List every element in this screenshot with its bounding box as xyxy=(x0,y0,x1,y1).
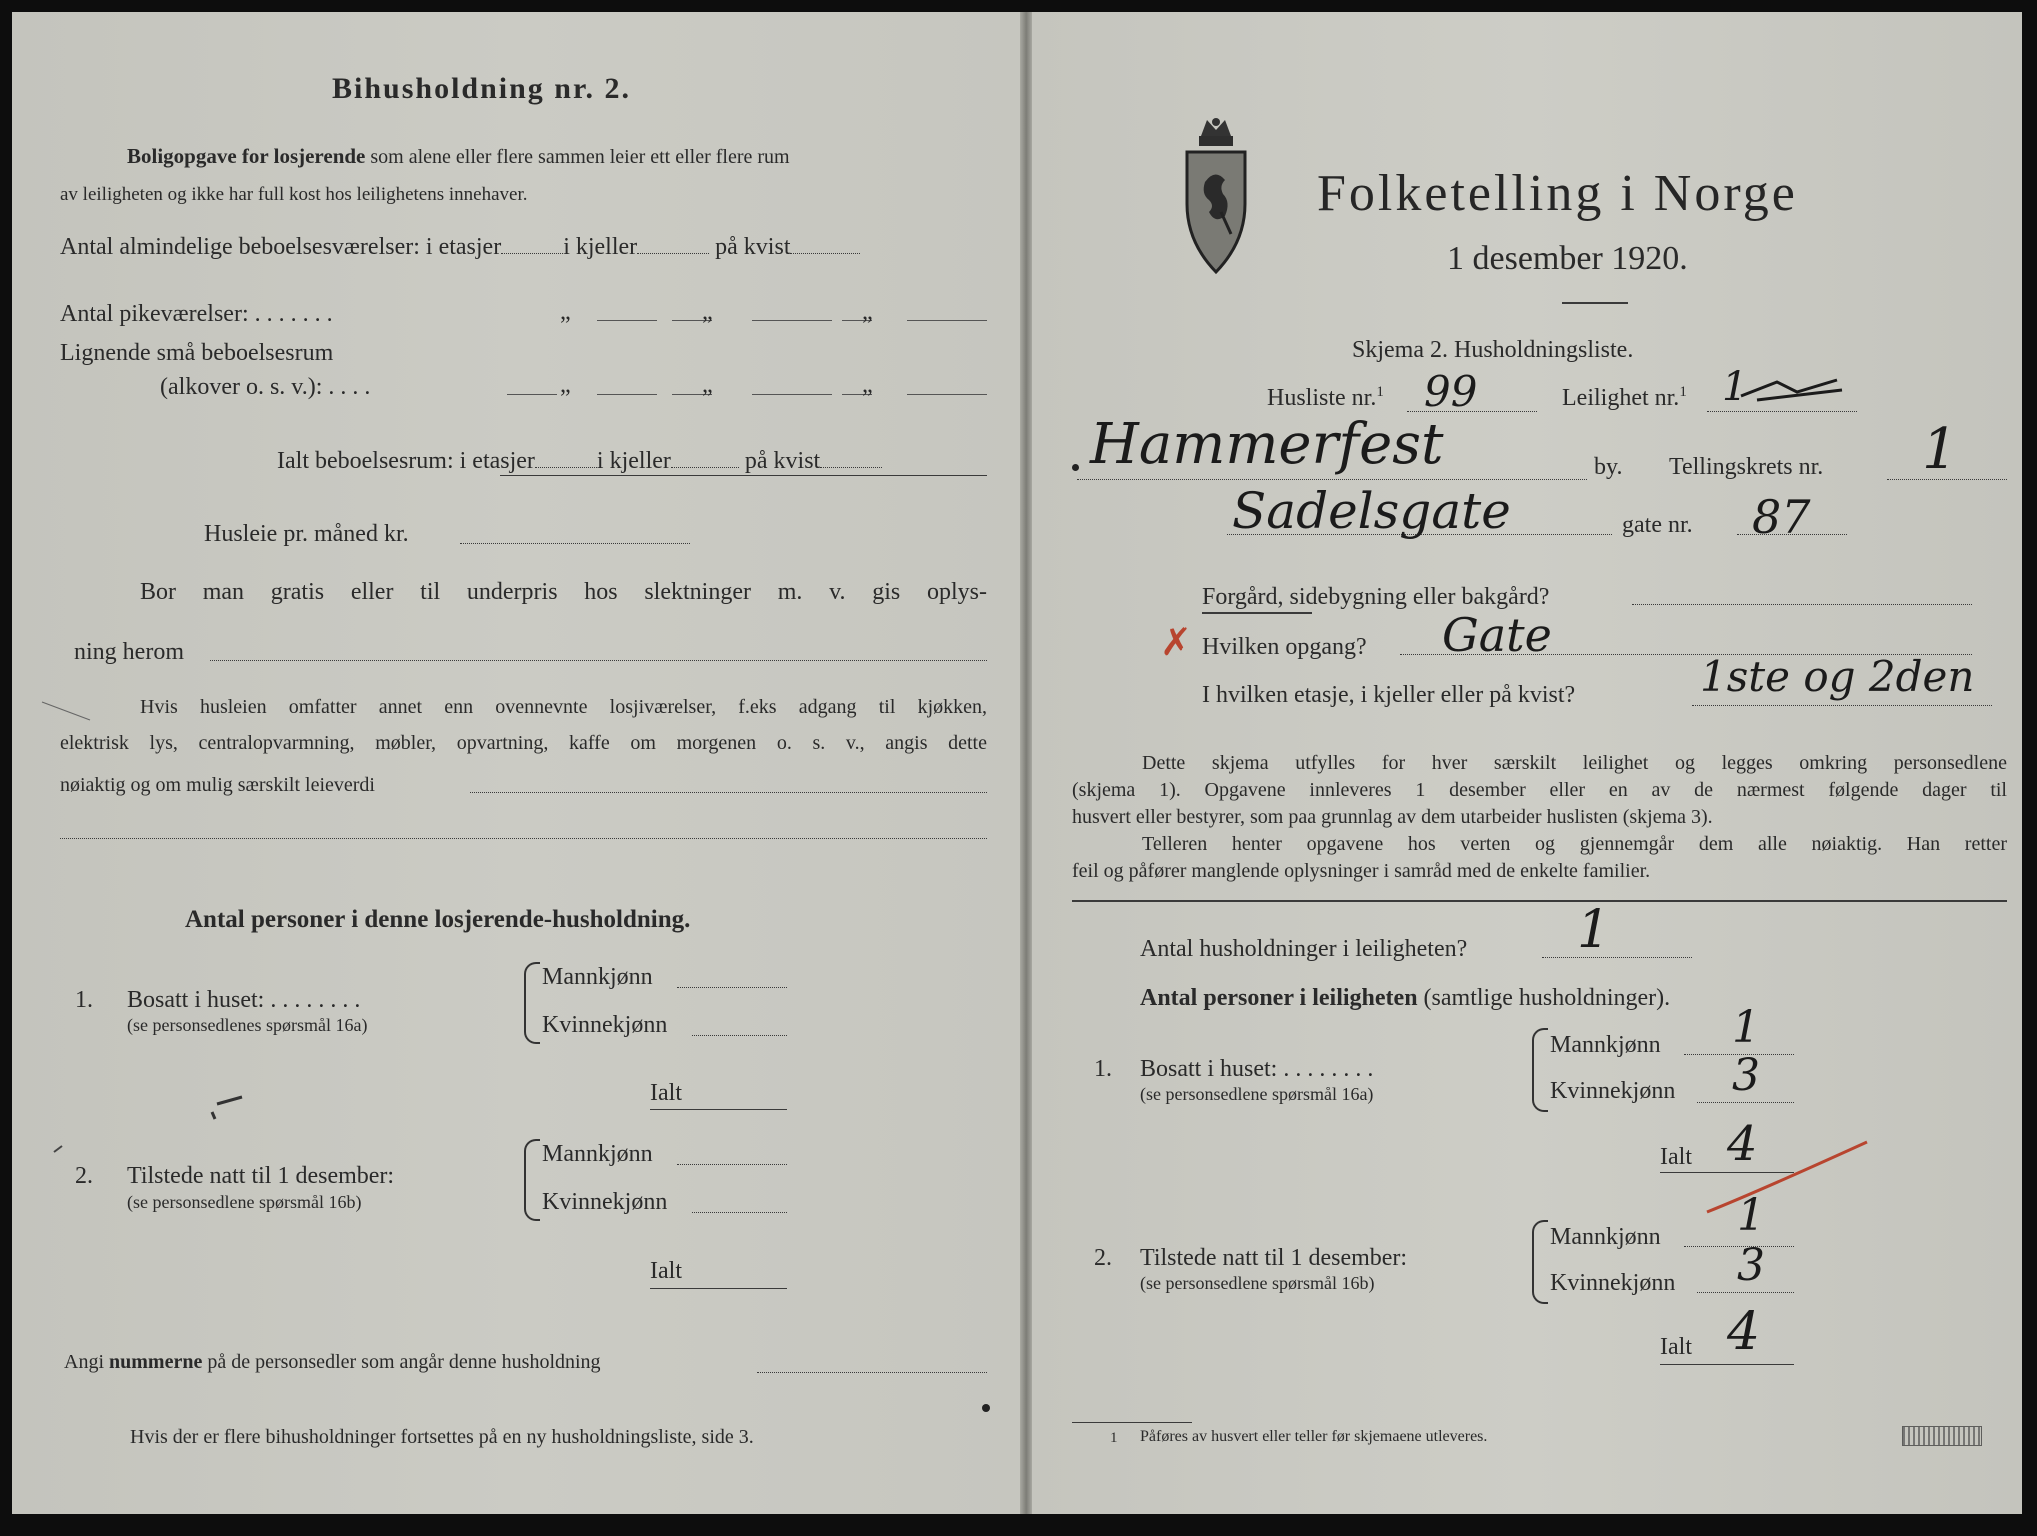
r-q1-label: Bosatt i huset: . . . . . . . . xyxy=(1140,1056,1374,1082)
leilighet-strike xyxy=(1737,374,1847,404)
street-value[interactable]: Sadelsgate xyxy=(1232,482,1511,540)
opgang-label: Hvilken opgang? xyxy=(1202,634,1367,660)
gratis-text-2: ning herom xyxy=(74,639,184,665)
small-ditto-2: „ xyxy=(702,372,713,398)
incl-text-3: nøiaktig og om mulig særskilt leieverdi xyxy=(60,774,375,796)
r-q1-sub: (se personsedlene spørsmål 16a) xyxy=(1140,1084,1374,1104)
r-q1-num: 1. xyxy=(1094,1056,1112,1082)
etasje-value[interactable]: 1ste og 2den xyxy=(1700,652,1975,701)
intro-text-line2: av leiligheten og ikke har full kost hos leilighetens innehaver. xyxy=(60,184,528,205)
leilighet-value[interactable]: 1 xyxy=(1722,364,1748,410)
footnote: Påføres av husvert eller teller før skjemaene utleveres. xyxy=(1140,1428,1488,1445)
instructions-3: husvert eller bestyrer, som paa grunnlag av dem utarbeider huslisten (skjema 3). xyxy=(1072,806,1713,828)
angi-text: Angi nummerne på de personsedler som angår denne husholdning xyxy=(64,1351,601,1373)
footnote-num: 1 xyxy=(1110,1430,1118,1446)
l-q2-mann: Mannkjønn xyxy=(542,1141,653,1167)
r-q2-mann-value[interactable]: 1 xyxy=(1737,1190,1765,1241)
l-q1-num: 1. xyxy=(75,987,93,1013)
pencil-marks xyxy=(12,12,1027,1514)
incl-text-2: elektrisk lys, centralopvarmning, møbler, opvartning, kaffe om morgenen o. s. v., angis dette xyxy=(60,732,987,754)
census-date: 1 desember 1920. xyxy=(1447,240,1688,277)
r-q2-label: Tilstede natt til 1 desember: xyxy=(1140,1245,1408,1271)
persons-heading: Antal personer i denne losjerende-husholdning. xyxy=(185,906,691,933)
instructions-4: Telleren henter opgavene hos verten og gjennemgår dem alle nøiaktig. Han retter xyxy=(1142,833,2007,855)
l-q1-kvinne: Kvinnekjønn xyxy=(542,1012,668,1038)
l-q2-sub: (se personsedlene spørsmål 16b) xyxy=(127,1192,362,1212)
x-mark: ✗ xyxy=(1160,620,1192,664)
ialt-rooms-row: Ialt beboelsesrum: i etasjer i kjeller på kvist xyxy=(277,448,882,475)
r-q1-ialt: Ialt xyxy=(1660,1144,1692,1170)
left-page xyxy=(12,12,1027,1514)
r-q2-kvinne-value[interactable]: 3 xyxy=(1737,1240,1765,1291)
intro-text: Boligopgave for losjerende som alene eller flere sammen leier ett eller flere rum xyxy=(127,144,790,168)
l-q1-mann: Mannkjønn xyxy=(542,964,653,990)
r-q2-num: 2. xyxy=(1094,1245,1112,1271)
rent-label: Husleie pr. måned kr. xyxy=(204,521,409,547)
l-q2-label: Tilstede natt til 1 desember: xyxy=(127,1163,395,1189)
small-rooms-label2: (alkover o. s. v.): . . . . xyxy=(160,374,371,400)
l-q1-ialt: Ialt xyxy=(650,1080,682,1106)
gate-label: gate nr. xyxy=(1622,512,1693,538)
forgaard-label: Forgård, sidebygning eller bakgård? xyxy=(1202,584,1550,610)
r-q2-kvinne: Kvinnekjønn xyxy=(1550,1270,1676,1296)
pike-ditto-2: „ xyxy=(702,299,713,325)
instructions: Dette skjema utfylles for hver særskilt leilighet og legges omkring personsedlene xyxy=(1142,752,2007,774)
red-pencil-check xyxy=(1697,1132,1877,1222)
small-ditto-3: „ xyxy=(862,372,873,398)
l-q1-sub: (se personsedlenes spørsmål 16a) xyxy=(127,1015,368,1035)
r-q2-sub: (se personsedlene spørsmål 16b) xyxy=(1140,1273,1375,1293)
hush-label: Antal husholdninger i leiligheten? xyxy=(1140,936,1468,962)
gratis-text: Bor man gratis eller til underpris hos slektninger m. v. gis oplys- xyxy=(140,579,987,605)
r-q1-kvinne-value[interactable]: 3 xyxy=(1732,1050,1760,1101)
rooms-row: Antal almindelige beboelsesværelser: i etasjer i kjeller på kvist xyxy=(60,234,860,261)
r-q2-ialt-value[interactable]: 4 xyxy=(1727,1302,1761,1362)
left-title: Bihusholdning nr. 2. xyxy=(332,72,632,105)
instructions-2: (skjema 1). Opgavene innleveres 1 desember eller en av de nærmest følgende dager til xyxy=(1072,779,2007,801)
right-page xyxy=(1032,12,2022,1514)
l-q2-num: 2. xyxy=(75,1163,93,1189)
etasje-label: I hvilken etasje, i kjeller eller på kvist? xyxy=(1202,682,1576,708)
husliste-value[interactable]: 99 xyxy=(1424,367,1478,416)
r-q2-ialt: Ialt xyxy=(1660,1334,1692,1360)
l-q2-kvinne: Kvinnekjønn xyxy=(542,1189,668,1215)
leilighet-label: Leilighet nr.$^1$ xyxy=(1562,384,1687,411)
r-q1-mann-value[interactable]: 1 xyxy=(1732,1002,1760,1053)
schema-label: Skjema 2. Husholdningsliste. xyxy=(1352,337,1634,363)
pike-label: Antal pikeværelser: . . . . . . . xyxy=(60,301,333,327)
l-q1-label: Bosatt i huset: . . . . . . . . xyxy=(127,987,361,1013)
r-q1-ialt-value[interactable]: 4 xyxy=(1727,1116,1758,1172)
opgang-value[interactable]: Gate xyxy=(1442,608,1552,662)
right-title: Folketelling i Norge xyxy=(1317,165,1798,222)
krets-label: Tellingskrets nr. xyxy=(1669,454,1824,480)
r-q2-mann: Mannkjønn xyxy=(1550,1224,1661,1250)
persons-heading-right: Antal personer i leiligheten (samtlige husholdninger). xyxy=(1140,985,1671,1011)
coat-of-arms-icon xyxy=(1177,112,1255,277)
printer-mark xyxy=(1902,1426,1982,1446)
l-q2-ialt: Ialt xyxy=(650,1258,682,1284)
krets-value[interactable]: 1 xyxy=(1922,417,1958,482)
pike-ditto: „ xyxy=(560,299,571,325)
r-q1-mann: Mannkjønn xyxy=(1550,1032,1661,1058)
gate-value[interactable]: 87 xyxy=(1752,490,1811,544)
incl-text: Hvis husleien omfatter annet enn ovennevnte losjiværelser, f.eks adgang til kjøkken, xyxy=(140,696,987,718)
pike-ditto-3: „ xyxy=(862,299,873,325)
hush-value[interactable]: 1 xyxy=(1577,900,1611,960)
census-form-sheet xyxy=(12,12,2022,1514)
small-ditto: „ xyxy=(560,372,571,398)
city-value[interactable]: Hammerfest xyxy=(1090,412,1444,477)
r-q1-kvinne: Kvinnekjønn xyxy=(1550,1078,1676,1104)
husliste-label: Husliste nr.$^1$ xyxy=(1267,384,1384,411)
left-footer: Hvis der er flere bihusholdninger fortsettes på en ny husholdningsliste, side 3. xyxy=(130,1426,754,1448)
small-rooms-label: Lignende små beboelsesrum xyxy=(60,340,334,366)
instructions-5: feil og påfører manglende oplysninger i samråd med de enkelte familier. xyxy=(1072,860,1651,882)
by-label: by. xyxy=(1594,454,1623,480)
